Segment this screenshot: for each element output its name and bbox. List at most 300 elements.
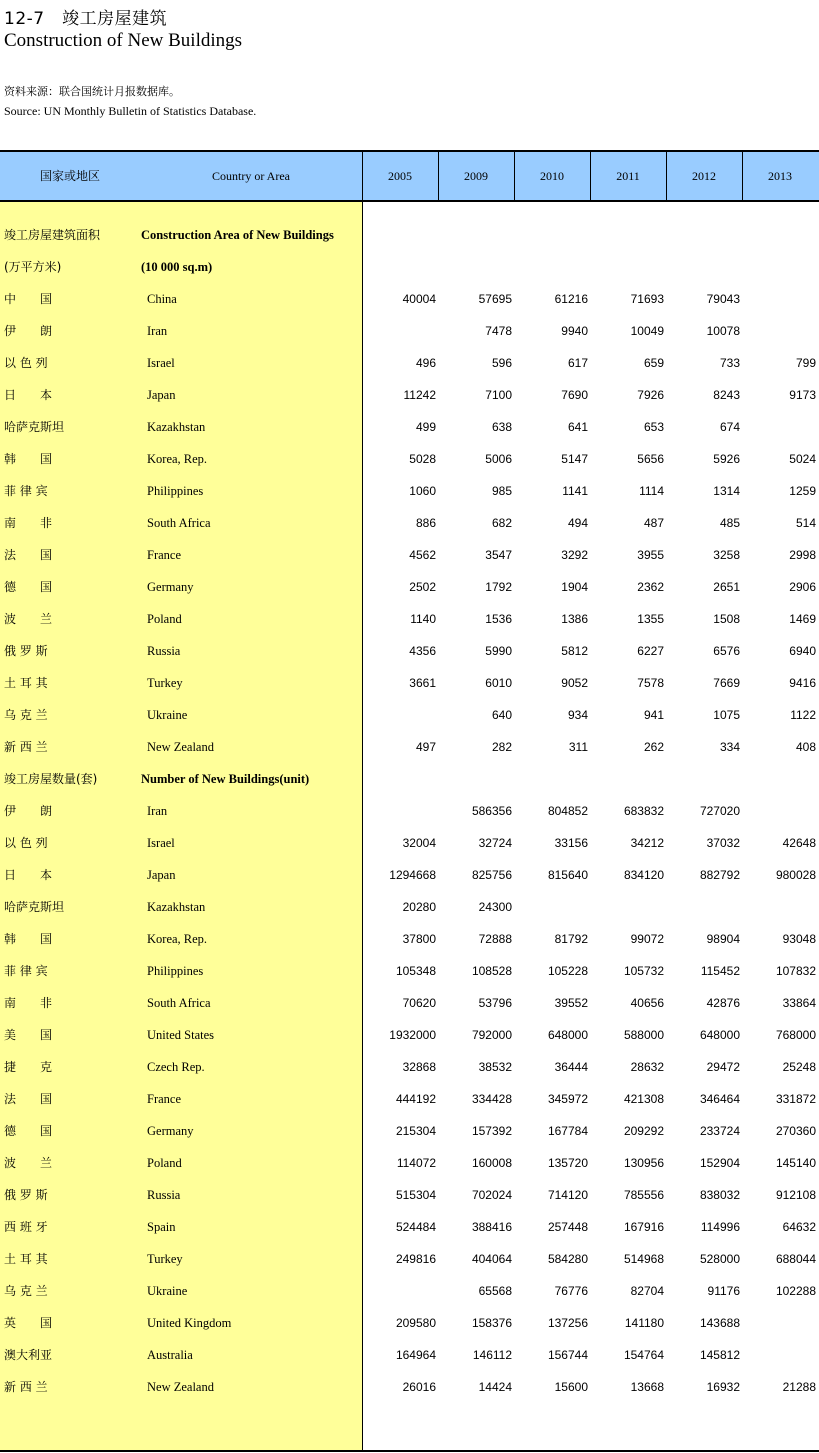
value-cell: 72888 (478, 932, 512, 946)
value-cell: 42648 (782, 836, 816, 850)
value-cell: 485 (719, 516, 740, 530)
value-cell: 2906 (789, 580, 816, 594)
table-row (0, 1243, 819, 1275)
row-label-cn: 土 耳 其 (4, 676, 48, 690)
value-cell: 688044 (775, 1252, 816, 1266)
header-year: 2011 (616, 169, 640, 183)
value-cell: 64632 (782, 1220, 816, 1234)
value-cell: 157392 (471, 1124, 512, 1138)
header-year: 2010 (540, 169, 564, 183)
row-label-en: New Zealand (147, 1380, 214, 1394)
table-row (0, 795, 819, 827)
value-cell: 683832 (623, 804, 664, 818)
value-cell: 408 (795, 740, 816, 754)
value-cell (366, 699, 436, 731)
row-label-cn: 俄 罗 斯 (4, 644, 48, 658)
data-table (0, 150, 819, 1452)
row-label-en: Czech Rep. (147, 1060, 205, 1074)
value-cell: 5656 (637, 452, 664, 466)
table-row (0, 891, 819, 923)
row-label-cn: 新 西 兰 (4, 1380, 48, 1394)
table-row (0, 923, 819, 955)
row-label-cn: 波 兰 (4, 612, 53, 626)
section-header-row (0, 251, 819, 283)
value-cell: 7478 (485, 324, 512, 338)
value-cell: 108528 (471, 964, 512, 978)
header-year: 2005 (388, 169, 412, 183)
value-cell: 768000 (775, 1028, 816, 1042)
row-label-cn: 韩 国 (4, 932, 53, 946)
value-cell: 985 (491, 484, 512, 498)
value-cell (366, 219, 436, 251)
value-cell: 76776 (554, 1284, 588, 1298)
value-cell: 37800 (402, 932, 436, 946)
value-cell: 82704 (630, 1284, 664, 1298)
value-cell (670, 891, 740, 923)
value-cell: 4356 (409, 644, 436, 658)
table-header (0, 150, 819, 202)
row-label-cn: 乌 克 兰 (4, 708, 48, 722)
header-country-cn: 国家或地区 (39, 169, 100, 183)
value-cell: 638 (491, 420, 512, 434)
value-cell: 282 (491, 740, 512, 754)
row-label-cn: 韩 国 (4, 452, 53, 466)
row-label-en: Australia (147, 1348, 193, 1362)
row-label-cn: 竣工房屋建筑面积 (4, 228, 101, 242)
value-cell: 9416 (789, 676, 816, 690)
table-row (0, 1051, 819, 1083)
value-cell: 1386 (561, 612, 588, 626)
value-cell: 1536 (485, 612, 512, 626)
value-cell: 1355 (637, 612, 664, 626)
header-year: 2012 (692, 169, 716, 183)
value-cell (518, 219, 588, 251)
value-cell (594, 891, 664, 923)
value-cell: 93048 (782, 932, 816, 946)
table-row (0, 571, 819, 603)
value-cell: 36444 (554, 1060, 588, 1074)
table-row (0, 1147, 819, 1179)
value-cell: 13668 (630, 1380, 664, 1394)
value-cell: 792000 (471, 1028, 512, 1042)
value-cell: 2362 (637, 580, 664, 594)
value-cell: 799 (795, 356, 816, 370)
row-label-cn: 澳大利亚 (4, 1348, 53, 1362)
value-cell: 42876 (706, 996, 740, 1010)
value-cell: 934 (567, 708, 588, 722)
table-row (0, 347, 819, 379)
value-cell: 1904 (561, 580, 588, 594)
value-cell: 145812 (699, 1348, 740, 1362)
value-cell: 4562 (409, 548, 436, 562)
row-label-en: United States (147, 1028, 215, 1042)
row-label-en: Philippines (147, 964, 204, 978)
value-cell: 528000 (699, 1252, 740, 1266)
table-row (0, 635, 819, 667)
table-row (0, 955, 819, 987)
table-row (0, 731, 819, 763)
value-cell: 32004 (402, 836, 436, 850)
value-cell: 7669 (713, 676, 740, 690)
value-cell (518, 251, 588, 283)
value-cell: 114072 (396, 1156, 436, 1170)
value-cell (746, 795, 816, 827)
row-label-cn: 美 国 (4, 1028, 53, 1042)
value-cell: 1792 (485, 580, 512, 594)
table-row (0, 987, 819, 1019)
value-cell: 494 (567, 516, 588, 530)
value-cell: 588000 (623, 1028, 664, 1042)
value-cell: 682 (491, 516, 512, 530)
row-label-en: Turkey (147, 1252, 183, 1266)
value-cell: 32724 (478, 836, 512, 850)
row-label-cn: 菲 律 宾 (4, 964, 48, 978)
value-cell: 152904 (699, 1156, 740, 1170)
row-label-en: New Zealand (147, 740, 214, 754)
value-cell: 249816 (395, 1252, 436, 1266)
value-cell: 57695 (478, 292, 512, 306)
row-label-en: Russia (147, 1188, 181, 1202)
value-cell: 727020 (699, 804, 740, 818)
value-cell: 331872 (775, 1092, 816, 1106)
value-cell: 6010 (485, 676, 512, 690)
value-cell: 5006 (485, 452, 512, 466)
value-cell: 514968 (623, 1252, 664, 1266)
value-cell: 640 (491, 708, 512, 722)
value-cell (746, 1339, 816, 1371)
page-title-cn: 12-7 竣工房屋建筑 (4, 9, 168, 29)
value-cell: 16932 (706, 1380, 740, 1394)
value-cell: 209292 (623, 1124, 664, 1138)
value-cell: 5926 (713, 452, 740, 466)
value-cell: 9173 (789, 388, 816, 402)
value-cell (366, 315, 436, 347)
header-country-en: Country or Area (212, 169, 290, 183)
header-year: 2013 (768, 169, 792, 183)
value-cell: 233724 (699, 1124, 740, 1138)
row-label-en: Germany (147, 1124, 194, 1138)
row-label-en: Poland (147, 1156, 182, 1170)
table-row (0, 1179, 819, 1211)
value-cell (670, 251, 740, 283)
value-cell: 130956 (623, 1156, 664, 1170)
section-header-row (0, 219, 819, 251)
table-row (0, 1371, 819, 1403)
row-label-en: France (147, 1092, 182, 1106)
value-cell (746, 219, 816, 251)
value-cell: 5147 (561, 452, 588, 466)
value-cell (670, 763, 740, 795)
row-label-en: South Africa (147, 996, 211, 1010)
row-label-en: Israel (147, 836, 175, 850)
row-label-cn: (万平方米) (4, 260, 62, 274)
value-cell: 39552 (554, 996, 588, 1010)
value-cell: 648000 (547, 1028, 588, 1042)
value-cell: 487 (643, 516, 664, 530)
value-cell: 702024 (471, 1188, 512, 1202)
value-cell: 515304 (395, 1188, 436, 1202)
value-cell: 346464 (699, 1092, 740, 1106)
value-cell: 1075 (713, 708, 740, 722)
row-label-cn: 南 非 (4, 516, 53, 530)
value-cell: 617 (567, 356, 588, 370)
value-cell: 3661 (409, 676, 436, 690)
table-row (0, 1115, 819, 1147)
value-cell: 81792 (554, 932, 588, 946)
value-cell: 71693 (630, 292, 664, 306)
value-cell: 141180 (624, 1316, 664, 1330)
row-label-en: Philippines (147, 484, 204, 498)
row-label-en: Israel (147, 356, 175, 370)
value-cell: 40656 (630, 996, 664, 1010)
value-cell: 28632 (630, 1060, 664, 1074)
row-label-en: Kazakhstan (147, 420, 206, 434)
value-cell: 496 (415, 356, 436, 370)
row-label-en: Ukraine (147, 1284, 188, 1298)
value-cell: 167916 (623, 1220, 664, 1234)
row-label-en: South Africa (147, 516, 211, 530)
value-cell (518, 763, 588, 795)
value-cell: 99072 (630, 932, 664, 946)
table-row (0, 443, 819, 475)
value-cell (746, 891, 816, 923)
value-cell (442, 219, 512, 251)
value-cell: 105732 (623, 964, 664, 978)
row-label-cn: 哈萨克斯坦 (4, 420, 65, 434)
row-label-cn: 俄 罗 斯 (4, 1188, 48, 1202)
value-cell: 33156 (554, 836, 588, 850)
value-cell: 3547 (485, 548, 512, 562)
value-cell: 164964 (395, 1348, 436, 1362)
table-row (0, 1019, 819, 1051)
section-header-row (0, 763, 819, 795)
row-label-cn: 日 本 (4, 388, 53, 402)
value-cell: 25248 (782, 1060, 816, 1074)
value-cell: 311 (568, 740, 588, 754)
value-cell: 444192 (395, 1092, 436, 1106)
value-cell: 160008 (471, 1156, 512, 1170)
value-cell: 1141 (562, 484, 588, 498)
row-label-en: Korea, Rep. (147, 932, 208, 946)
row-label-cn: 哈萨克斯坦 (4, 900, 65, 914)
row-label-cn: 法 国 (4, 548, 53, 562)
table-row (0, 1307, 819, 1339)
value-cell: 1469 (789, 612, 816, 626)
value-cell: 53796 (478, 996, 512, 1010)
table-row (0, 699, 819, 731)
value-cell: 334428 (471, 1092, 512, 1106)
value-cell: 1114 (639, 484, 664, 498)
value-cell: 804852 (547, 804, 588, 818)
table-row (0, 603, 819, 635)
table-row (0, 411, 819, 443)
row-label-en: Spain (147, 1220, 176, 1234)
value-cell: 3258 (713, 548, 740, 562)
value-cell: 497 (415, 740, 436, 754)
row-label-cn: 波 兰 (4, 1156, 53, 1170)
value-cell: 3955 (637, 548, 664, 562)
page-title-en: Construction of New Buildings (4, 30, 243, 51)
value-cell: 514 (795, 516, 816, 530)
row-label-cn: 以 色 列 (4, 356, 48, 370)
row-label-en: Construction Area of New Buildings (141, 228, 334, 242)
value-cell: 388416 (471, 1220, 512, 1234)
row-label-cn: 菲 律 宾 (4, 484, 48, 498)
value-cell: 886 (415, 516, 436, 530)
row-label-cn: 伊 朗 (4, 804, 53, 818)
value-cell: 20280 (402, 900, 436, 914)
value-cell: 334 (719, 740, 740, 754)
table-row (0, 1339, 819, 1371)
value-cell: 6576 (713, 644, 740, 658)
table-row (0, 379, 819, 411)
value-cell: 145140 (775, 1156, 816, 1170)
row-label-cn: 伊 朗 (4, 324, 53, 338)
value-cell: 785556 (623, 1188, 664, 1202)
value-cell: 674 (719, 420, 740, 434)
value-cell: 114996 (700, 1220, 740, 1234)
value-cell: 7578 (637, 676, 664, 690)
value-cell: 262 (643, 740, 664, 754)
value-cell: 3292 (561, 548, 588, 562)
value-cell: 2502 (409, 580, 436, 594)
row-label-en: Korea, Rep. (147, 452, 208, 466)
value-cell: 596 (491, 356, 512, 370)
value-cell: 105348 (395, 964, 436, 978)
row-label-en: United Kingdom (147, 1316, 232, 1330)
row-label-en: (10 000 sq.m) (141, 260, 213, 274)
row-label-cn: 竣工房屋数量(套) (4, 772, 98, 786)
row-label-en: Russia (147, 644, 181, 658)
row-label-en: Iran (147, 804, 168, 818)
value-cell: 15600 (554, 1380, 588, 1394)
value-cell (594, 251, 664, 283)
value-cell: 24300 (478, 900, 512, 914)
row-label-cn: 新 西 兰 (4, 740, 48, 754)
value-cell: 158376 (471, 1316, 512, 1330)
value-cell: 10078 (706, 324, 740, 338)
value-cell: 135720 (547, 1156, 588, 1170)
value-cell (366, 795, 436, 827)
row-label-en: Japan (147, 868, 176, 882)
value-cell: 9052 (561, 676, 588, 690)
table-row (0, 859, 819, 891)
value-cell: 38532 (478, 1060, 512, 1074)
row-label-en: Japan (147, 388, 176, 402)
value-cell: 7926 (637, 388, 664, 402)
value-cell: 146112 (472, 1348, 512, 1362)
table-row (0, 475, 819, 507)
value-cell: 32868 (402, 1060, 436, 1074)
row-label-cn: 英 国 (4, 1316, 53, 1330)
value-cell: 1122 (790, 708, 816, 722)
value-cell: 167784 (547, 1124, 588, 1138)
value-cell: 1294668 (389, 868, 436, 882)
value-cell: 499 (415, 420, 436, 434)
value-cell: 586356 (471, 804, 512, 818)
value-cell: 941 (643, 708, 664, 722)
value-cell: 1508 (713, 612, 740, 626)
value-cell: 91176 (707, 1284, 740, 1298)
value-cell (366, 251, 436, 283)
value-cell: 11242 (403, 388, 436, 402)
value-cell: 70620 (402, 996, 436, 1010)
row-label-en: Turkey (147, 676, 183, 690)
value-cell (746, 251, 816, 283)
value-cell: 7100 (485, 388, 512, 402)
table-bottom-rule (0, 1450, 819, 1452)
value-cell: 7690 (561, 388, 588, 402)
value-cell (366, 1275, 436, 1307)
row-label-cn: 南 非 (4, 996, 53, 1010)
row-label-cn: 日 本 (4, 868, 53, 882)
value-cell: 21288 (782, 1380, 816, 1394)
value-cell: 105228 (547, 964, 588, 978)
value-cell: 9940 (561, 324, 588, 338)
value-cell: 733 (719, 356, 740, 370)
value-cell: 815640 (547, 868, 588, 882)
value-cell: 345972 (547, 1092, 588, 1106)
value-cell: 102288 (775, 1284, 816, 1298)
value-cell: 156744 (547, 1348, 588, 1362)
value-cell: 653 (643, 420, 664, 434)
row-label-cn: 中 国 (4, 292, 53, 306)
row-label-cn: 德 国 (4, 1124, 53, 1138)
value-cell: 107832 (775, 964, 816, 978)
table-row (0, 507, 819, 539)
value-cell: 648000 (699, 1028, 740, 1042)
value-cell: 5812 (561, 644, 588, 658)
value-cell: 421308 (623, 1092, 664, 1106)
value-cell: 825756 (471, 868, 512, 882)
table-row (0, 1083, 819, 1115)
value-cell (366, 763, 436, 795)
row-label-en: Iran (147, 324, 168, 338)
value-cell: 1932000 (389, 1028, 436, 1042)
table-row (0, 315, 819, 347)
value-cell: 33864 (782, 996, 816, 1010)
value-cell: 2651 (713, 580, 740, 594)
value-cell: 154764 (623, 1348, 664, 1362)
value-cell: 1259 (789, 484, 816, 498)
value-cell: 912108 (775, 1188, 816, 1202)
value-cell: 143688 (699, 1316, 740, 1330)
row-label-en: China (147, 292, 177, 306)
value-cell: 270360 (775, 1124, 816, 1138)
value-cell: 61216 (554, 292, 588, 306)
value-cell: 257448 (547, 1220, 588, 1234)
row-label-en: France (147, 548, 182, 562)
header-year: 2009 (464, 169, 488, 183)
value-cell: 37032 (706, 836, 740, 850)
row-label-cn: 法 国 (4, 1092, 53, 1106)
value-cell: 882792 (699, 868, 740, 882)
value-cell: 1314 (713, 484, 740, 498)
value-cell (746, 763, 816, 795)
value-cell (594, 763, 664, 795)
value-cell: 6940 (789, 644, 816, 658)
table-row (0, 667, 819, 699)
value-cell: 659 (643, 356, 664, 370)
row-label-en: Kazakhstan (147, 900, 206, 914)
value-cell: 26016 (402, 1380, 436, 1394)
row-label-en: Number of New Buildings(unit) (141, 772, 310, 786)
value-cell: 838032 (699, 1188, 740, 1202)
table-row (0, 1275, 819, 1307)
row-label-cn: 捷 克 (4, 1060, 53, 1074)
value-cell: 215304 (395, 1124, 436, 1138)
value-cell: 834120 (623, 868, 664, 882)
